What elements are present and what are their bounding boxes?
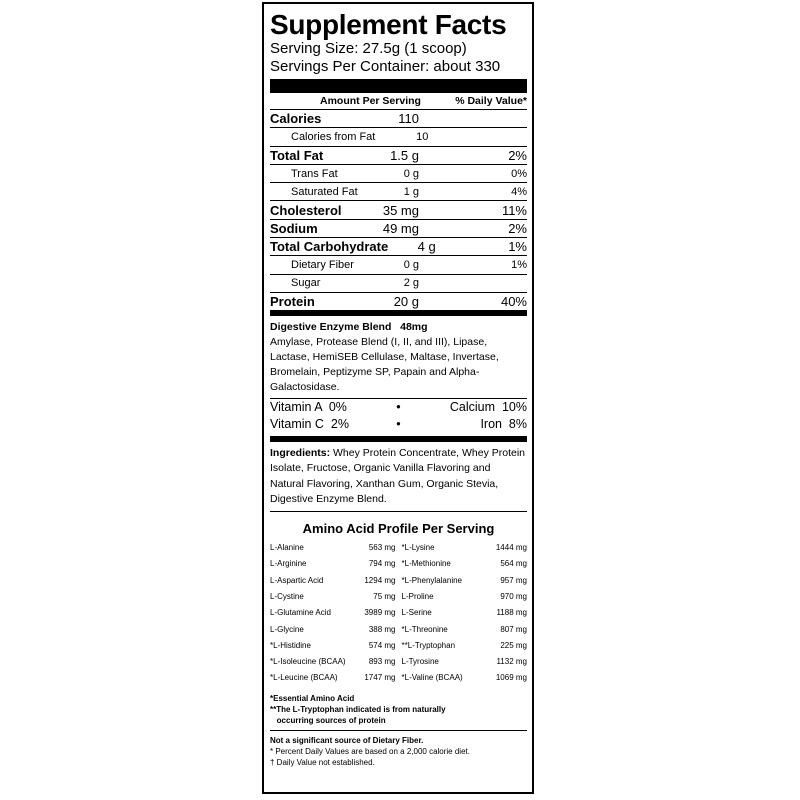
amino-acid-row bbox=[402, 654, 528, 670]
nutrient-row bbox=[270, 238, 527, 256]
nutrient-daily-value: 11% bbox=[501, 202, 527, 218]
nutrient-daily-value: 1% bbox=[508, 239, 527, 255]
vitamin-row bbox=[270, 416, 527, 433]
nutrient-name: Calories from Fat bbox=[291, 130, 376, 143]
amino-acid-value: 1747 mg bbox=[364, 673, 396, 683]
nutrient-daily-value: 0% bbox=[511, 167, 527, 180]
amino-acid-name: *L-Histidine bbox=[270, 640, 311, 650]
amino-acid-row bbox=[270, 622, 396, 638]
daily-value-header: % Daily Value* bbox=[455, 95, 527, 107]
nutrient-name: Total Carbohydrate bbox=[270, 239, 389, 255]
column-header bbox=[270, 93, 527, 110]
amino-acid-row bbox=[270, 654, 396, 670]
amino-acid-name: L-Proline bbox=[401, 591, 434, 601]
amino-acid-value: 1188 mg bbox=[496, 608, 527, 618]
bullet: • bbox=[396, 400, 401, 415]
amino-acid-row bbox=[270, 589, 396, 605]
nutrient-name: Trans Fat bbox=[291, 167, 338, 180]
servings-per-container: Servings Per Container: about 330 bbox=[270, 58, 501, 75]
amount-per-serving-header: Amount Per Serving bbox=[320, 95, 421, 107]
amino-acid-row bbox=[270, 573, 396, 589]
amino-acid-name: L-Glycine bbox=[270, 624, 304, 634]
amino-column-right bbox=[402, 540, 528, 687]
amino-acid-name: **L-Tryptophan bbox=[401, 640, 456, 650]
amino-acid-value: 563 mg bbox=[368, 543, 396, 553]
nutrient-name: Cholesterol bbox=[270, 202, 342, 218]
nutrient-row bbox=[270, 128, 527, 146]
iron: Iron 8% bbox=[480, 417, 527, 432]
amino-acid-name: *L-Valine (BCAA) bbox=[401, 673, 463, 683]
enzyme-blend bbox=[270, 316, 527, 399]
amino-acid-row bbox=[402, 589, 528, 605]
amino-acid-row bbox=[402, 622, 528, 638]
amino-acid-grid bbox=[270, 540, 527, 687]
enzyme-text: Amylase, Protease Blend (I, II, and III), Lipase, Lactase, HemiSEB Cellulase, Maltase, Invertase, Bromelain, Peptizyme SP, Papain and Alpha-Galactosidase. bbox=[270, 336, 499, 394]
nutrient-row bbox=[270, 183, 527, 201]
amino-acid-title: Amino Acid Profile Per Serving bbox=[302, 521, 495, 537]
nutrient-name: Saturated Fat bbox=[291, 185, 358, 198]
nutrient-row bbox=[270, 220, 527, 238]
amino-acid-value: 957 mg bbox=[500, 575, 527, 585]
nutrient-amount: 110 bbox=[398, 111, 419, 127]
amino-acid-value: 564 mg bbox=[500, 559, 527, 569]
nutrient-name: Total Fat bbox=[270, 147, 324, 163]
amino-acid-row bbox=[402, 540, 528, 556]
amino-acid-name: L-Arginine bbox=[270, 559, 307, 569]
amino-acid-row bbox=[270, 638, 396, 654]
bullet: • bbox=[396, 417, 401, 432]
amino-acid-name: L-Cystine bbox=[270, 591, 304, 601]
amino-acid-name: L-Tyrosine bbox=[401, 657, 439, 667]
vitamin-c: Vitamin C 2% bbox=[270, 417, 349, 432]
amino-acid-name: *L-Methionine bbox=[401, 559, 451, 569]
note-line: **The L-Tryptophan indicated is from naturally bbox=[270, 704, 446, 714]
amino-acid-name: L-Aspartic Acid bbox=[270, 575, 324, 585]
nutrient-row bbox=[270, 147, 527, 165]
ingredients-text: Whey Protein Concentrate, Whey Protein Isolate, Fructose, Organic Vanilla Flavoring and Natural Flavoring, Xanthan Gum, Organic Stevia, Digestive Enzyme Blend. bbox=[270, 447, 526, 505]
amino-acid-row bbox=[402, 573, 528, 589]
amino-acid-name: L-Glutamine Acid bbox=[270, 608, 331, 618]
amino-acid-value: 75 mg bbox=[373, 591, 396, 601]
nutrient-amount: 0 g bbox=[403, 167, 419, 180]
amino-acid-row bbox=[270, 540, 396, 556]
nutrient-amount: 2 g bbox=[403, 277, 419, 290]
serving-size: Serving Size: 27.5g (1 scoop) bbox=[270, 40, 467, 57]
amino-acid-row bbox=[270, 556, 396, 572]
nutrient-amount: 0 g bbox=[403, 259, 419, 272]
nutrient-daily-value: 40% bbox=[500, 294, 527, 310]
nutrient-name: Sugar bbox=[291, 277, 321, 290]
nutrient-row bbox=[270, 201, 527, 219]
amino-column-left bbox=[270, 540, 396, 687]
nutrient-amount: 1.5 g bbox=[390, 147, 419, 163]
vitamins-section bbox=[270, 399, 527, 433]
amino-acid-row bbox=[402, 605, 528, 621]
amino-acid-name: L-Alanine bbox=[270, 543, 304, 553]
thick-divider bbox=[270, 79, 527, 93]
nutrient-amount: 1 g bbox=[403, 185, 419, 198]
amino-acid-value: 388 mg bbox=[368, 624, 396, 634]
nutrient-row bbox=[270, 256, 527, 274]
supplement-facts-label bbox=[262, 2, 534, 794]
calcium: Calcium 10% bbox=[449, 400, 527, 415]
amino-acid-name: *L-Isoleucine (BCAA) bbox=[270, 657, 346, 667]
footnote-line: Not a significant source of Dietary Fiber. bbox=[270, 735, 424, 745]
amino-acid-value: 970 mg bbox=[500, 591, 527, 601]
amino-acid-row bbox=[402, 556, 528, 572]
amino-acid-value: 794 mg bbox=[368, 559, 396, 569]
amino-acid-row bbox=[402, 638, 528, 654]
nutrient-row bbox=[270, 165, 527, 183]
amino-acid-name: *L-Lysine bbox=[401, 543, 435, 553]
nutrient-row bbox=[270, 275, 527, 293]
amino-acid-value: 893 mg bbox=[368, 657, 396, 667]
nutrient-amount: 10 bbox=[416, 130, 429, 143]
amino-acid-value: 574 mg bbox=[368, 640, 396, 650]
enzyme-heading: Digestive Enzyme Blend 48mg bbox=[270, 321, 428, 334]
nutrient-daily-value: 2% bbox=[508, 147, 527, 163]
nutrient-daily-value: 2% bbox=[508, 220, 527, 236]
amino-acid-row bbox=[402, 670, 528, 686]
label-title: Supplement Facts bbox=[270, 9, 507, 40]
nutrient-daily-value: 4% bbox=[511, 185, 527, 198]
amino-acid-value: 225 mg bbox=[500, 640, 527, 650]
ingredients-label: Ingredients: bbox=[270, 447, 331, 460]
nutrient-amount: 4 g bbox=[417, 239, 436, 255]
nutrient-daily-value: 1% bbox=[511, 259, 527, 272]
amino-notes bbox=[270, 693, 527, 731]
footnote-line: † Daily Value not established. bbox=[270, 757, 375, 767]
vitamin-row bbox=[270, 399, 527, 416]
nutrient-row bbox=[270, 293, 527, 310]
amino-acid-value: 807 mg bbox=[500, 624, 527, 634]
amino-acid-row bbox=[270, 605, 396, 621]
footnotes bbox=[270, 731, 527, 768]
nutrient-name: Protein bbox=[270, 294, 315, 310]
note-line: occurring sources of protein bbox=[270, 715, 386, 725]
amino-acid-value: 1444 mg bbox=[495, 543, 527, 553]
nutrient-amount: 49 mg bbox=[382, 220, 419, 236]
amino-acid-value: 1294 mg bbox=[364, 575, 396, 585]
note-line: *Essential Amino Acid bbox=[270, 693, 355, 703]
amino-acid-name: *L-Phenylalanine bbox=[401, 575, 462, 585]
nutrient-table bbox=[270, 110, 527, 310]
nutrient-name: Dietary Fiber bbox=[291, 259, 354, 272]
amino-acid-name: *L-Threonine bbox=[401, 624, 448, 634]
amino-acid-value: 3989 mg bbox=[364, 608, 396, 618]
amino-acid-row bbox=[270, 670, 396, 686]
footnote-line: * Percent Daily Values are based on a 2,000 calorie diet. bbox=[270, 746, 470, 756]
amino-acid-name: *L-Leucine (BCAA) bbox=[270, 673, 338, 683]
ingredients bbox=[270, 442, 527, 512]
amino-acid-value: 1069 mg bbox=[495, 673, 527, 683]
amino-acid-name: L-Serine bbox=[401, 608, 432, 618]
nutrient-name: Sodium bbox=[270, 220, 318, 236]
nutrient-row bbox=[270, 110, 527, 128]
nutrient-amount: 35 mg bbox=[382, 202, 419, 218]
vitamin-a: Vitamin A 0% bbox=[270, 400, 347, 415]
nutrient-amount: 20 g bbox=[393, 294, 419, 310]
nutrient-name: Calories bbox=[270, 111, 322, 127]
amino-acid-value: 1132 mg bbox=[496, 657, 527, 667]
